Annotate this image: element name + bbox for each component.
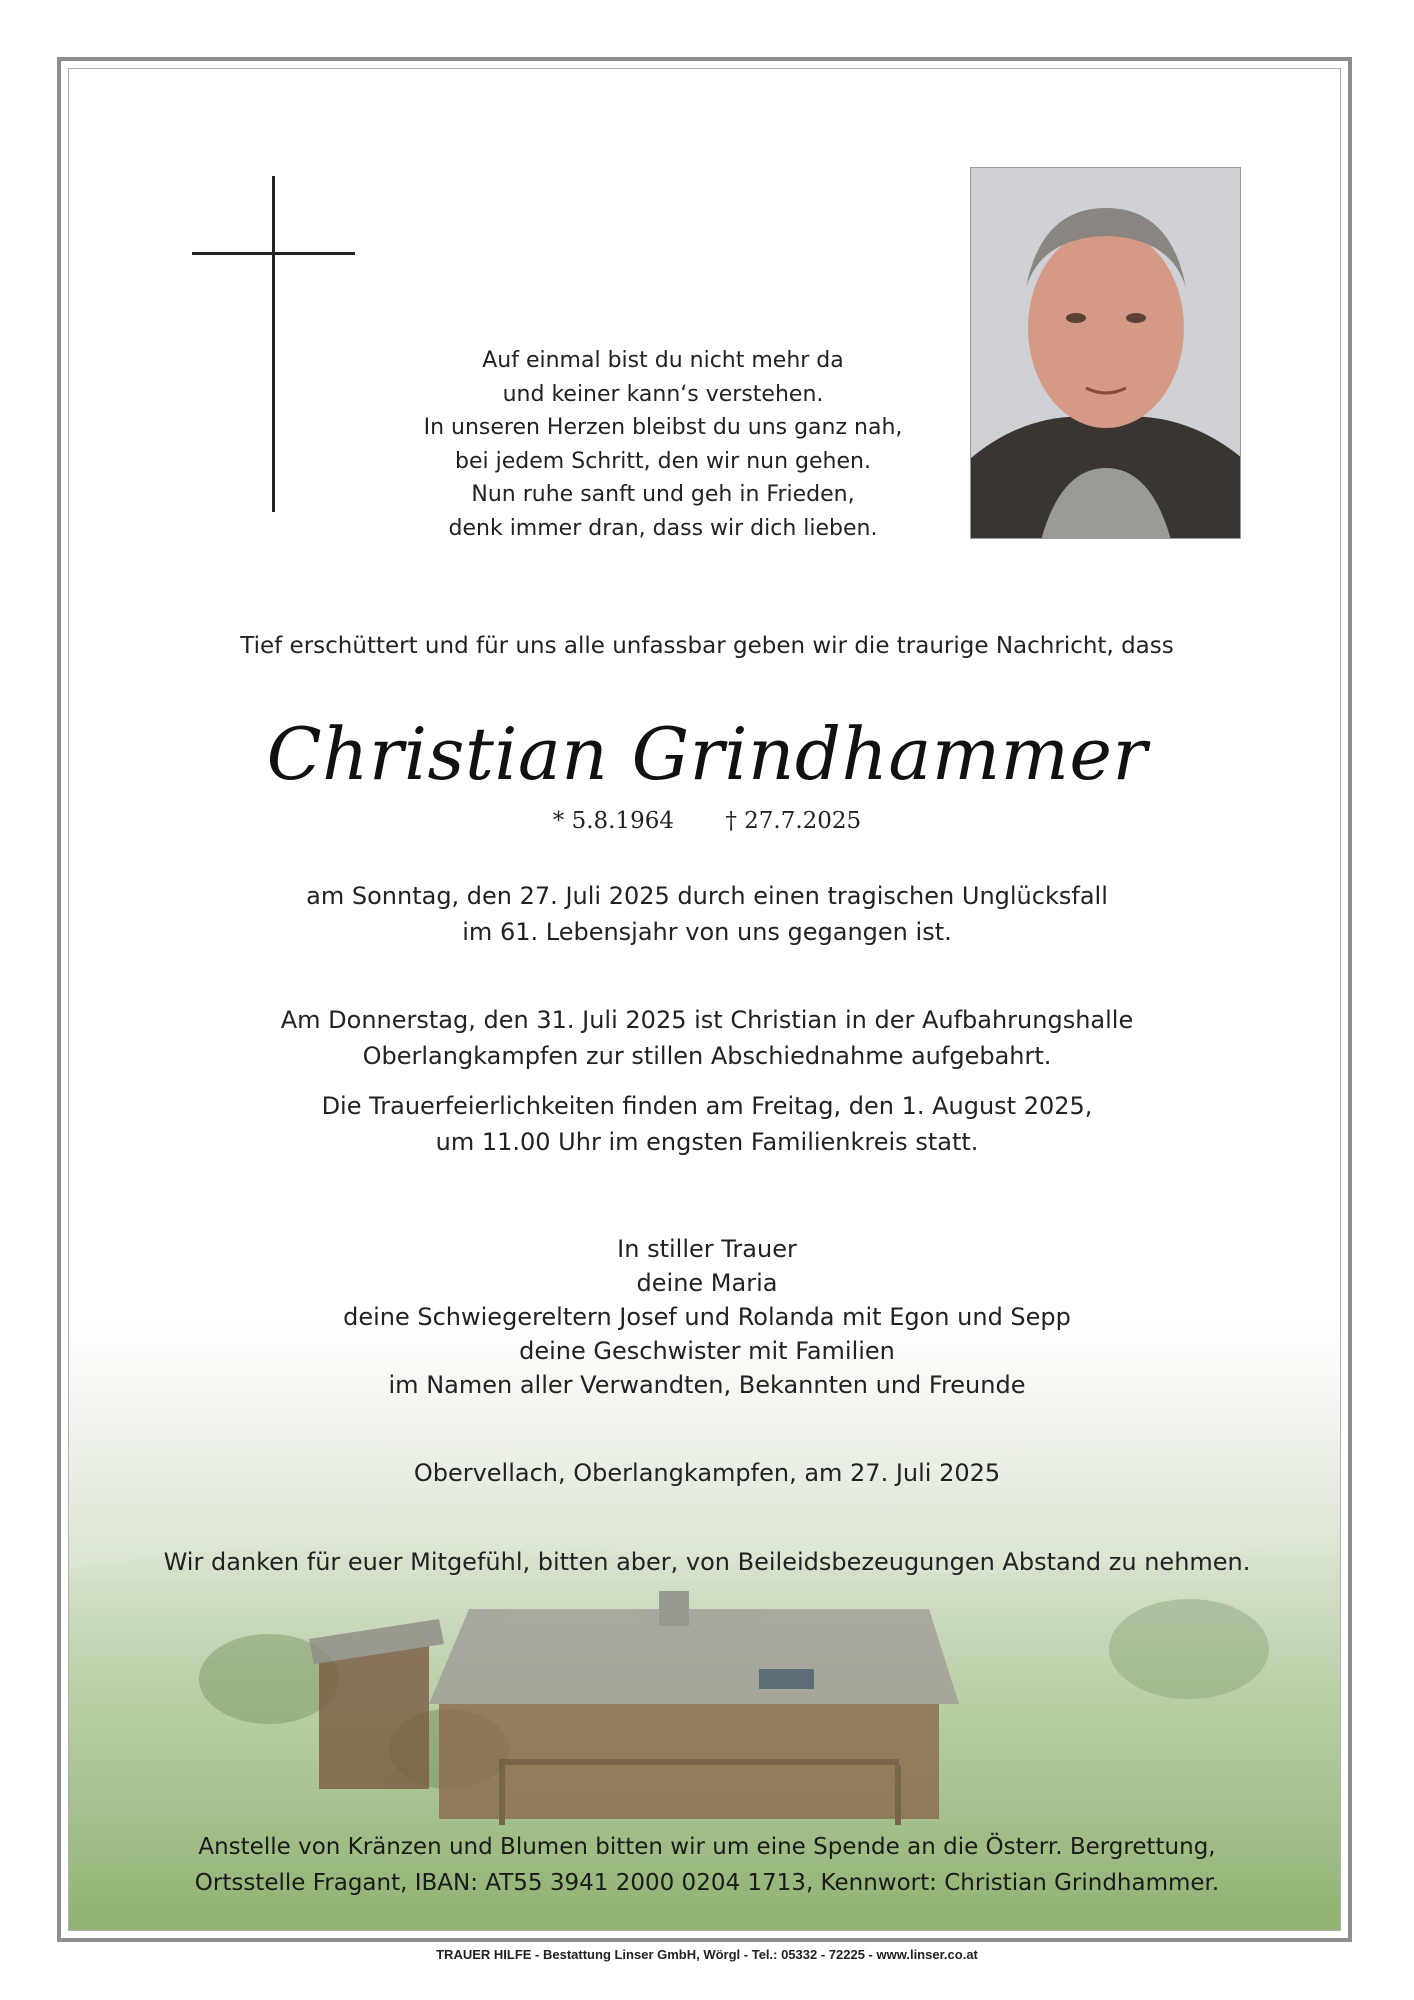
donation-line: Anstelle von Kränzen und Blumen bitten wir um eine Spende an die Österr. Bergrettung,	[198, 1834, 1216, 1860]
cross-vertical-icon	[272, 176, 275, 512]
donation-line: Ortsstelle Fragant, IBAN: AT55 3941 2000 0204 1713, Kennwort: Christian Grindhammer.	[194, 1870, 1220, 1896]
poem-line: In unseren Herzen bleibst du uns ganz nah,	[423, 415, 903, 440]
death-line: im 61. Lebensjahr von uns gegangen ist.	[462, 918, 952, 946]
intro-text: Tief erschüttert und für uns alle unfassbar geben wir die traurige Nachricht, dass	[240, 633, 1174, 659]
mourner-line: deine Geschwister mit Familien	[519, 1337, 895, 1365]
life-dates	[0, 808, 1414, 834]
place-date: Obervellach, Oberlangkampfen, am 27. Juli 2025	[413, 1459, 1001, 1487]
poem-line: und keiner kann‘s verstehen.	[502, 381, 824, 407]
mourner-line: In stiller Trauer	[617, 1235, 797, 1263]
footer-imprint: TRAUER HILFE - Bestattung Linser GmbH, Wörgl - Tel.: 05332 - 72225 - www.linser.co.at	[436, 1947, 978, 1962]
death-line: am Sonntag, den 27. Juli 2025 durch einen tragischen Unglücksfall	[306, 882, 1108, 910]
viewing-line: Am Donnerstag, den 31. Juli 2025 ist Christian in der Aufbahrungshalle	[280, 1006, 1134, 1034]
birth-date: * 5.8.1964	[552, 808, 675, 834]
donation-note	[0, 1829, 1414, 1901]
funeral-line: um 11.00 Uhr im engsten Familienkreis statt.	[435, 1128, 979, 1156]
mourners-list	[0, 1232, 1414, 1402]
funeral-paragraph	[0, 1088, 1414, 1160]
thanks-text: Wir danken für euer Mitgefühl, bitten aber, von Beileidsbezeugungen Abstand zu nehmen.	[163, 1548, 1251, 1576]
viewing-paragraph	[0, 1002, 1414, 1074]
poem	[363, 344, 963, 545]
cross-horizontal-icon	[192, 252, 355, 255]
viewing-line: Oberlangkampfen zur stillen Abschiednahme aufgebahrt.	[362, 1042, 1052, 1070]
portrait-image	[971, 168, 1241, 539]
poem-line: Nun ruhe sanft und geh in Frieden,	[471, 482, 855, 507]
poem-line: Auf einmal bist du nicht mehr da	[482, 348, 844, 373]
mourner-line: im Namen aller Verwandten, Bekannten und Freunde	[388, 1371, 1026, 1399]
mourner-line: deine Maria	[636, 1269, 778, 1297]
portrait-photo	[970, 167, 1241, 539]
death-date: † 27.7.2025	[725, 808, 862, 834]
funeral-line: Die Trauerfeierlichkeiten finden am Freitag, den 1. August 2025,	[321, 1092, 1093, 1120]
mourner-line: deine Schwiegereltern Josef und Rolanda mit Egon und Sepp	[343, 1303, 1071, 1331]
poem-line: denk immer dran, dass wir dich lieben.	[448, 515, 878, 541]
death-paragraph	[0, 878, 1414, 950]
deceased-name: Christian Grindhammer	[266, 712, 1148, 796]
poem-line: bei jedem Schritt, den wir nun gehen.	[455, 448, 871, 474]
